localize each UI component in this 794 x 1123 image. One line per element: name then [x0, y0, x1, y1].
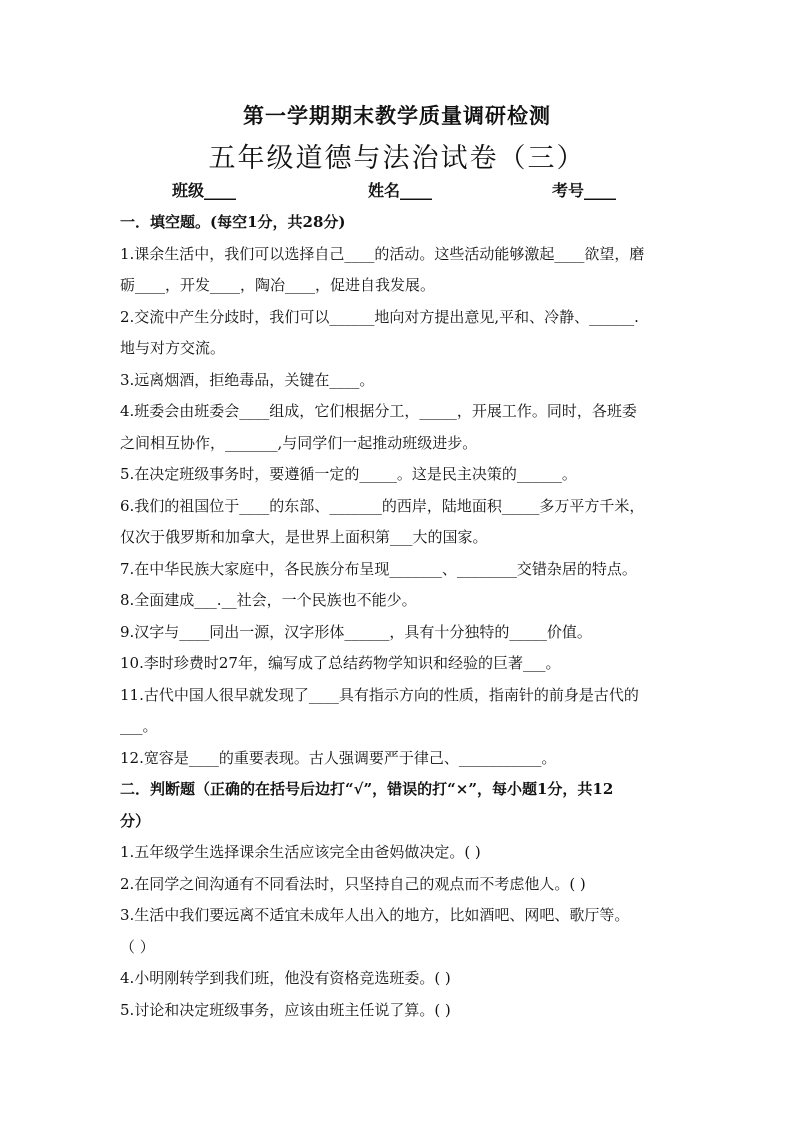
question-line: 3.生活中我们要远离不适宜未成年人出入的地方，比如酒吧、网吧、歌厅等。	[120, 906, 630, 924]
question-line: 2.交流中产生分歧时，我们可以______地向对方提出意见,平和、冷静、______.	[120, 307, 639, 326]
section-heading: 一．填空题。(每空1分，共28分)	[120, 213, 346, 231]
name-field: 姓名____	[368, 181, 433, 200]
exam-subtitle: 五年级道德与法治试卷（三）	[208, 143, 586, 174]
section-heading: 二．判断题（正确的在括号后边打“√”，错误的打“×”，每小题1分，共12	[120, 780, 614, 798]
question-line: 6.我们的祖国位于____的东部、_______的西岸，陆地面积_____多万平方千米，	[120, 496, 645, 515]
question-line: ___。	[120, 717, 158, 735]
exam-title: 第一学期期末教学质量调研检测	[243, 103, 551, 128]
question-line: 4.班委会由班委会____组成，它们根据分工，_____，开展工作。同时，各班委	[120, 402, 637, 420]
class-field: 班级____	[172, 181, 237, 200]
question-line: （ ）	[120, 937, 155, 956]
question-line: 10.李时珍费时27年，编写成了总结药物学知识和经验的巨著___。	[120, 654, 561, 672]
question-line: 砺____，开发____，陶冶____，促进自我发展。	[120, 276, 436, 294]
section-heading: 分）	[120, 811, 151, 830]
question-line: 4.小明刚转学到我们班，他没有资格竞选班委。( )	[120, 969, 451, 987]
question-line: 地与对方交流。	[120, 339, 226, 357]
question-line: 2.在同学之间沟通有不同看法时，只坚持自己的观点而不考虑他人。( )	[120, 874, 586, 893]
question-list	[120, 207, 690, 1026]
question-line: 9.汉字与____同出一源，汉字形体______，具有十分独特的_____价值。	[120, 622, 592, 641]
question-line: 仅次于俄罗斯和加拿大，是世界上面积第___大的国家。	[120, 528, 488, 546]
question-line: 7.在中华民族大家庭中，各民族分布呈现_______、________交错杂居的特点。	[120, 559, 637, 578]
question-line: 1.五年级学生选择课余生活应该完全由爸妈做决定。( )	[120, 843, 481, 861]
question-line: 5.讨论和决定班级事务，应该由班主任说了算。( )	[120, 1000, 451, 1019]
question-line: 之间相互协作，_______,与同学们一起推动班级进步。	[120, 433, 478, 452]
question-line: 12.宽容是____的重要表现。古人强调要严于律己、___________。	[120, 748, 557, 767]
question-line: 8.全面建成___.__社会，一个民族也不能少。	[120, 591, 417, 609]
question-line: 11.古代中国人很早就发现了____具有指示方向的性质，指南针的前身是古代的	[120, 685, 639, 704]
question-line: 3.远离烟酒，拒绝毒品，关键在____。	[120, 370, 375, 389]
question-line: 1.课余生活中，我们可以选择自己____的活动。这些活动能够激起____欲望，磨	[120, 244, 645, 263]
question-line: 5.在决定班级事务时，要遵循一定的_____。这是民主决策的______。	[120, 465, 577, 483]
exam-number-field: 考号____	[552, 181, 617, 200]
